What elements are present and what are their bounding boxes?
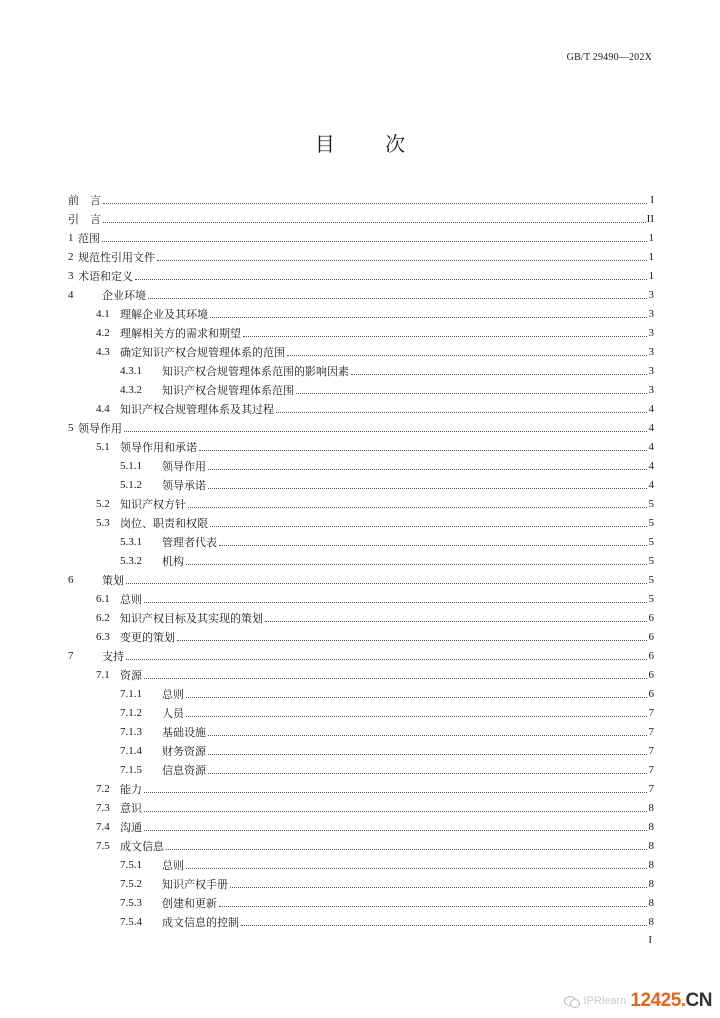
toc-entry-page: 6 [648,612,654,624]
toc-entry[interactable] [68,492,654,511]
toc-entry-page: 7 [648,764,654,776]
toc-leader-dots [102,233,647,242]
toc-entry-label: 理解相关方的需求和期望 [120,327,241,340]
toc-entry-page: 8 [648,821,654,833]
watermark-site-prefix: 12425. [630,990,686,1011]
toc-entry[interactable] [68,321,654,340]
toc-leader-dots [157,252,647,261]
toc-entry-page: 4 [648,460,654,472]
toc-entry[interactable] [68,435,654,454]
toc-entry-number: 6.3 [96,631,110,643]
toc-leader-dots [126,575,647,584]
toc-entry-label: 领导作用 [162,460,206,473]
toc-entry[interactable] [68,264,654,283]
toc-entry-page: 5 [648,574,654,586]
toc-entry[interactable] [68,796,654,815]
toc-entry-label: 策划 [102,574,124,587]
toc-entry-number: 2 [68,251,74,263]
toc-leader-dots [135,271,647,280]
toc-leader-dots [186,860,647,869]
toc-entry-number: 7.5 [96,840,110,852]
toc-entry-label: 确定知识产权合规管理体系的范围 [120,346,285,359]
toc-entry-page: 4 [648,441,654,453]
toc-entry-page: 3 [648,346,654,358]
toc-entry-number: 5.1 [96,441,110,453]
toc-entry-page: 3 [648,289,654,301]
toc-leader-dots [276,404,647,413]
toc-leader-dots [296,385,647,394]
toc-entry-label: 引 言 [68,213,101,226]
toc-entry[interactable] [68,226,654,245]
toc-entry[interactable] [68,302,654,321]
toc-entry-label: 能力 [120,783,142,796]
toc-leader-dots [351,366,647,375]
toc-entry-page: 5 [648,536,654,548]
toc-entry-number: 7.5.1 [120,859,142,871]
toc-entry-number: 7 [68,650,74,662]
toc-entry-page: 4 [648,479,654,491]
toc-entry-number: 5.2 [96,498,110,510]
toc-entry-number: 7.5.2 [120,878,142,890]
toc-leader-dots [243,328,647,337]
toc-entry-label: 成文信息的控制 [162,916,239,929]
toc-entry-label: 知识产权方针 [120,498,186,511]
toc-entry-number: 1 [68,232,74,244]
toc-entry-page: 1 [648,232,654,244]
toc-entry-label: 总则 [162,859,184,872]
toc-leader-dots [210,309,647,318]
toc-entry-number: 5 [68,422,74,434]
toc-entry[interactable] [68,758,654,777]
toc-entry-label: 创建和更新 [162,897,217,910]
toc-entry-number: 5.1.2 [120,479,142,491]
standard-code: GB/T 29490—202X [566,52,652,63]
toc-entry[interactable] [68,530,654,549]
toc-entry-number: 4.4 [96,403,110,415]
toc-entry-label: 领导作用和承诺 [120,441,197,454]
toc-entry[interactable] [68,207,654,226]
toc-entry-number: 3 [68,270,74,282]
toc-entry-number: 7.5.4 [120,916,142,928]
watermark [564,990,712,1012]
toc-entry-label: 术语和定义 [78,270,133,283]
toc-entry[interactable] [68,397,654,416]
toc-entry-page: 8 [648,840,654,852]
toc-entry-label: 支持 [102,650,124,663]
toc-entry[interactable] [68,872,654,891]
watermark-site [630,990,712,1012]
toc-entry-page: 7 [648,707,654,719]
toc-entry-label: 岗位、职责和权限 [120,517,208,530]
toc-entry-label: 基础设施 [162,726,206,739]
toc-leader-dots [208,765,647,774]
toc-entry-number: 4.3 [96,346,110,358]
toc-entry-number: 7.1 [96,669,110,681]
toc-leader-dots [144,803,647,812]
toc-entry-label: 总则 [162,688,184,701]
toc-entry-label: 领导承诺 [162,479,206,492]
toc-leader-dots [177,632,647,641]
toc-entry-label: 财务资源 [162,745,206,758]
toc-entry[interactable] [68,549,654,568]
toc-entry-label: 知识产权合规管理体系范围 [162,384,294,397]
toc-entry[interactable] [68,511,654,530]
toc-entry-label: 规范性引用文件 [78,251,155,264]
toc-entry-label: 人员 [162,707,184,720]
toc-entry[interactable] [68,473,654,492]
toc-leader-dots [241,917,647,926]
toc-leader-dots [126,651,647,660]
toc-leader-dots [148,290,647,299]
toc-entry[interactable] [68,701,654,720]
toc-entry-number: 5.3.1 [120,536,142,548]
toc-entry-number: 5.3 [96,517,110,529]
toc-entry[interactable] [68,625,654,644]
toc-leader-dots [144,670,647,679]
toc-entry-label: 沟通 [120,821,142,834]
wechat-icon [564,995,580,1007]
toc-leader-dots [186,708,647,717]
toc-entry-number: 7.1.3 [120,726,142,738]
toc-entry-number: 7.1.2 [120,707,142,719]
toc-entry-number: 5.3.2 [120,555,142,567]
table-of-contents [68,188,654,929]
toc-leader-dots [219,537,647,546]
toc-leader-dots [144,594,647,603]
toc-leader-dots [208,461,647,470]
page-number: I [648,934,652,946]
toc-entry-page: 8 [648,802,654,814]
toc-entry-label: 知识产权合规管理体系范围的影响因素 [162,365,349,378]
toc-entry-page: 6 [648,688,654,700]
toc-entry-page: 1 [648,270,654,282]
toc-entry[interactable] [68,568,654,587]
toc-entry-number: 6.1 [96,593,110,605]
toc-entry-page: 1 [648,251,654,263]
toc-leader-dots [199,442,647,451]
toc-entry-page: 8 [648,878,654,890]
page-title: 目 次 [314,132,428,156]
toc-entry-number: 7.3 [96,802,110,814]
toc-entry-page: 3 [648,327,654,339]
toc-entry-label: 理解企业及其环境 [120,308,208,321]
toc-entry[interactable] [68,644,654,663]
toc-entry-number: 6.2 [96,612,110,624]
toc-entry-label: 知识产权目标及其实现的策划 [120,612,263,625]
toc-entry-page: 8 [648,897,654,909]
watermark-faint-text: IPRlearn [583,995,627,1007]
toc-entry-page: 8 [648,859,654,871]
toc-entry[interactable] [68,340,654,359]
toc-entry[interactable] [68,359,654,378]
toc-leader-dots [186,689,647,698]
toc-leader-dots [103,214,646,223]
toc-entry-page: 8 [648,916,654,928]
toc-entry[interactable] [68,891,654,910]
toc-leader-dots [103,195,647,204]
toc-entry-label: 意识 [120,802,142,815]
toc-entry[interactable] [68,739,654,758]
toc-entry[interactable] [68,245,654,264]
toc-entry-page: 5 [648,498,654,510]
toc-leader-dots [208,727,647,736]
toc-entry-number: 4.2 [96,327,110,339]
toc-entry-page: 6 [648,650,654,662]
toc-entry-label: 管理者代表 [162,536,217,549]
toc-entry[interactable] [68,283,654,302]
toc-entry-page: 6 [648,631,654,643]
toc-entry-label: 变更的策划 [120,631,175,644]
toc-entry[interactable] [68,720,654,739]
toc-entry-page: 3 [648,308,654,320]
toc-leader-dots [208,746,647,755]
toc-entry-page: 3 [648,365,654,377]
toc-entry-page: 7 [648,745,654,757]
toc-entry-number: 7.5.3 [120,897,142,909]
toc-leader-dots [230,879,647,888]
toc-entry-number: 7.4 [96,821,110,833]
toc-entry-page: I [650,194,654,206]
toc-entry-number: 7.2 [96,783,110,795]
toc-leader-dots [265,613,647,622]
toc-leader-dots [144,784,647,793]
toc-entry[interactable] [68,416,654,435]
toc-leader-dots [144,822,647,831]
toc-leader-dots [219,898,647,907]
toc-leader-dots [166,841,647,850]
toc-entry[interactable] [68,587,654,606]
toc-entry-label: 机构 [162,555,184,568]
toc-entry-page: 3 [648,384,654,396]
toc-entry-label: 前 言 [68,194,101,207]
toc-entry-number: 6 [68,574,74,586]
toc-entry-label: 成文信息 [120,840,164,853]
toc-entry-page: II [646,213,654,225]
toc-entry-page: 7 [648,783,654,795]
toc-entry[interactable] [68,777,654,796]
toc-leader-dots [210,518,647,527]
toc-entry-page: 7 [648,726,654,738]
toc-entry-number: 4 [68,289,74,301]
toc-entry[interactable] [68,853,654,872]
toc-entry-number: 4.1 [96,308,110,320]
toc-entry-label: 知识产权手册 [162,878,228,891]
toc-leader-dots [208,480,647,489]
toc-entry[interactable] [68,910,654,929]
toc-entry-number: 5.1.1 [120,460,142,472]
toc-entry[interactable] [68,606,654,625]
toc-entry[interactable] [68,454,654,473]
toc-entry-label: 企业环境 [102,289,146,302]
toc-entry-number: 7.1.4 [120,745,142,757]
toc-entry-page: 6 [648,669,654,681]
toc-entry-label: 知识产权合规管理体系及其过程 [120,403,274,416]
toc-entry-page: 5 [648,517,654,529]
toc-entry[interactable] [68,188,654,207]
toc-leader-dots [186,556,647,565]
toc-entry-page: 5 [648,555,654,567]
toc-entry-label: 总则 [120,593,142,606]
toc-entry-page: 4 [648,403,654,415]
toc-entry[interactable] [68,834,654,853]
toc-leader-dots [287,347,647,356]
toc-entry-label: 范围 [78,232,100,245]
watermark-site-suffix: CN [685,990,712,1011]
toc-entry[interactable] [68,378,654,397]
toc-entry[interactable] [68,815,654,834]
toc-entry[interactable] [68,663,654,682]
toc-entry[interactable] [68,682,654,701]
toc-entry-number: 4.3.2 [120,384,142,396]
toc-entry-number: 4.3.1 [120,365,142,377]
toc-entry-number: 7.1.1 [120,688,142,700]
toc-entry-label: 信息资源 [162,764,206,777]
toc-leader-dots [188,499,647,508]
toc-entry-page: 5 [648,593,654,605]
toc-entry-page: 4 [648,422,654,434]
toc-entry-label: 资源 [120,669,142,682]
toc-entry-label: 领导作用 [78,422,122,435]
toc-leader-dots [124,423,647,432]
toc-entry-number: 7.1.5 [120,764,142,776]
